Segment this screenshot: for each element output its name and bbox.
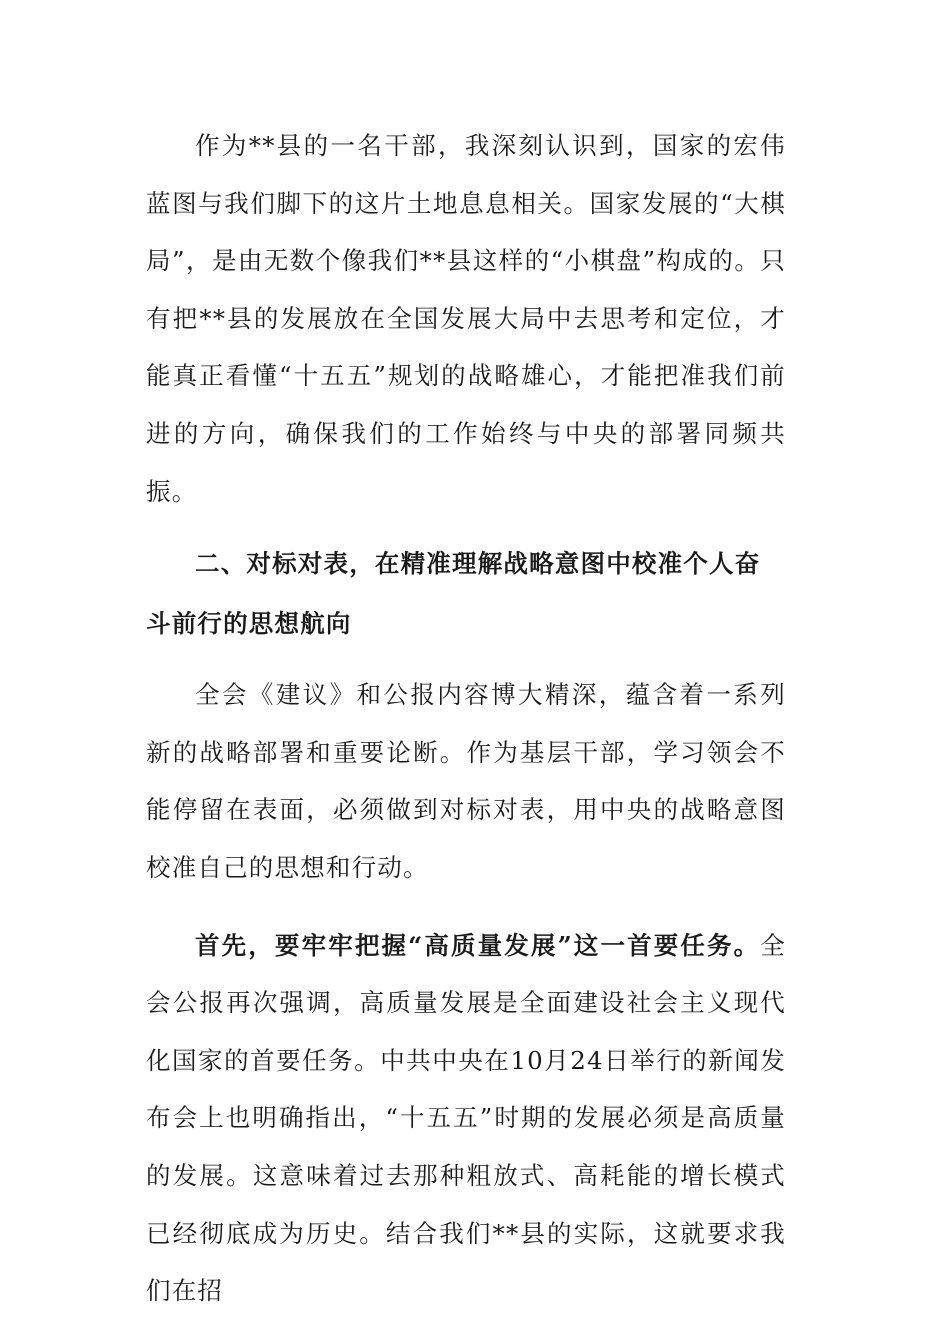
paragraph-high-quality-development [146, 917, 786, 1320]
paragraph-county-cadre: 作为**县的一名干部，我深刻认识到，国家的宏伟蓝图与我们脚下的这片土地息息相关。国家发展的“大棋局”，是由无数个像我们**县这样的“小棋盘”构成的。只有把**县的发展放在全国发展大局中去思考和定位，才能真正看懂“十五五”规划的战略雄心，才能把准我们前进的方向，确保我们的工作始终与中央的部署同频共振。 [146, 131, 786, 506]
section-heading-2: 二、对标对表，在精准理解战略意图中校准个人奋斗前行的思想航向 [146, 549, 761, 639]
paragraph-lead-sentence: 首先，要牢牢把握“高质量发展”这一首要任务。 [195, 930, 761, 960]
paragraph-benchmarking: 全会《建议》和公报内容博大精深，蕴含着一系列新的战略部署和重要论断。作为基层干部，学习领会不能停留在表面，必须做到对标对表，用中央的战略意图校准自己的思想和行动。 [146, 680, 786, 882]
document-page [146, 117, 786, 1320]
paragraph-body-text: 全会公报再次强调，高质量发展是全面建设社会主义现代化国家的首要任务。中共中央在10月24日举行的新闻发布会上也明确指出，“十五五”时期的发展必须是高质量的发展。这意味着过去那种粗放式、高耗能的增长模式已经彻底成为历史。结合我们**县的实际，这就要求我们在招 [146, 930, 786, 1306]
